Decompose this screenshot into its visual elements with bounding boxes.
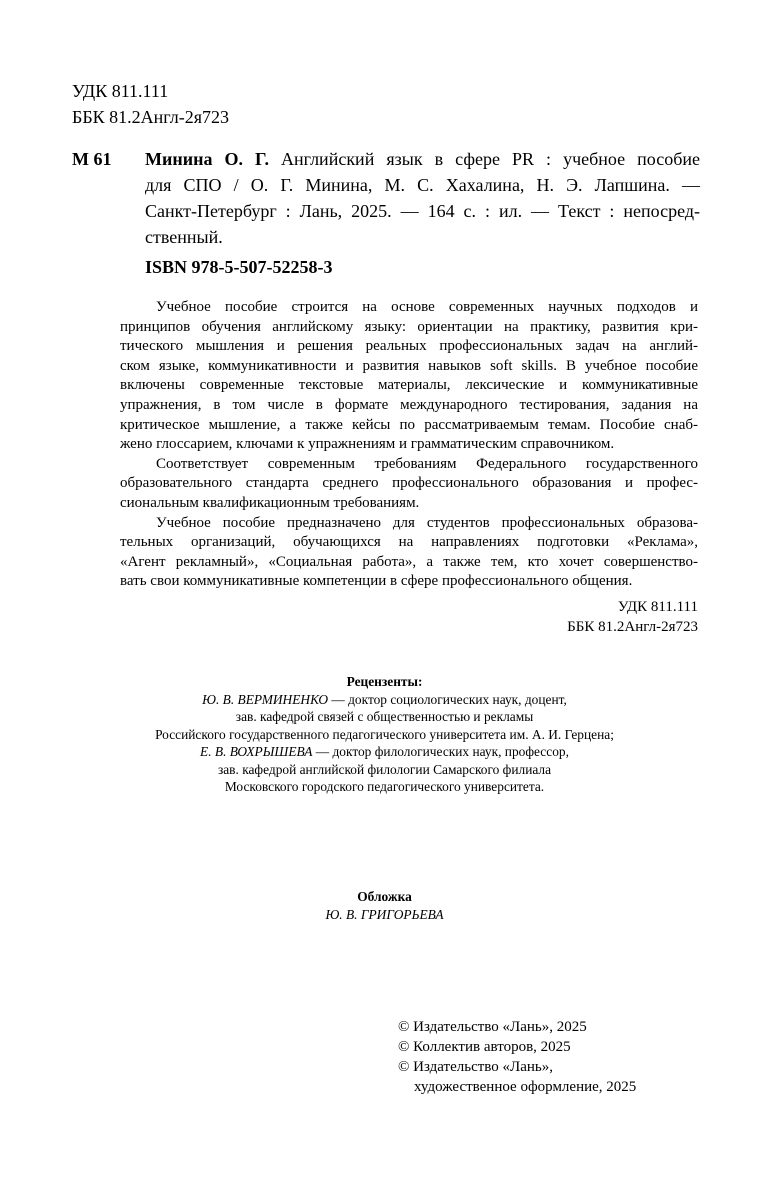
udk-code-bottom: УДК 811.111 [617,599,698,615]
annotation-line: тельных организаций, обучающихся на направлениях подготовки «Реклама», [120,534,698,551]
entry-line-3: Санкт-Петербург : Лань, 2025. — 164 с. : ил. — Текст : непосред- [145,201,700,221]
reviewer-2-name: Е. В. ВОХРЫШЕВА [200,744,313,759]
annotation-line: ском языке, коммуникативности и развития навыков soft skills. В учебное пособие [120,357,698,374]
annotation-line: принципов обучения английскому языку: ориентации на практику, развития кри- [120,318,698,335]
annotation-line: упражнения, в том числе в формате международного тестирования, задания на [120,396,698,413]
copyright-line-4: художественное оформление, 2025 [414,1079,637,1095]
copyright-line-2: © Коллектив авторов, 2025 [398,1039,571,1055]
copyright-line-3: © Издательство «Лань», [398,1059,553,1075]
annotation-line: «Агент рекламный», «Социальная работа», а также тем, кто хочет совершенство- [120,553,698,570]
annotation-line: Учебное пособие строится на основе современных научных подходов и [156,299,698,315]
cover-heading: Обложка [357,889,412,904]
title-text: Английский язык в сфере PR : учебное пособие [268,149,700,169]
annotation-line: Соответствует современным требованиям Федерального государственного [156,455,698,472]
annotation-line: включены современные текстовые материалы, лексические и коммуникативные [120,377,698,394]
bbk-code-bottom: ББК 81.2Англ-2я723 [567,619,698,635]
reviewer-1-line-1 [0,691,769,709]
classification-header [72,78,229,130]
cover-credit [0,888,769,923]
author-name: Минина О. Г. [145,149,269,169]
annotation-line: жено глоссарием, ключами к упражнениям и грамматическим справочником. [120,436,615,453]
reviewer-2-line-2: зав. кафедрой английской филологии Самарского филиала [217,761,552,777]
reviewer-1-line-2: зав. кафедрой связей с общественностью и рекламы [235,709,534,724]
annotation-line: образовательного стандарта среднего профессионального образования и профес- [120,475,698,492]
entry-line-2: для СПО / О. Г. Минина, М. С. Хахалина, Н. Э. Лапшина. — [145,175,700,195]
annotation [120,298,698,592]
author-mark: М 61 [72,149,112,169]
annotation-line: сиональным квалификационным требованиям. [120,494,420,511]
reviewer-1-line-3: Российского государственного педагогического университета им. А. И. Герцена; [155,726,614,742]
reviewer-2-credentials: — доктор филологических наук, профессор, [312,744,569,759]
entry-line-1 [145,146,700,172]
reviewer-1-credentials: — доктор социологических наук, доцент, [328,691,567,707]
reviewers-heading: Рецензенты: [346,674,423,689]
reviewer-2-line-1 [0,743,769,761]
cover-designer: Ю. В. ГРИГОРЬЕВА [325,906,444,922]
bibliographic-entry [72,146,700,250]
entry-line-4: ственный. [145,227,223,247]
copyright-line-1: © Издательство «Лань», 2025 [398,1019,587,1035]
reviewer-2-line-3: Московского городского педагогического университета. [224,779,545,794]
annotation-line: Учебное пособие предназначено для студентов профессиональных образова- [156,514,698,531]
annotation-line: тического мышления и решения реальных профессиональных задач на англий- [120,338,698,355]
udk-code: УДК 811.111 [72,81,169,101]
classification-footer [567,597,698,637]
annotation-line: вать свои коммуникативные компетенции в сфере профессионального общения. [120,573,633,590]
annotation-line: критическое мышление, а также кейсы по рассматриваемым темам. Пособие снаб- [120,416,698,433]
reviewer-1-name: Ю. В. ВЕРМИНЕНКО [202,691,329,707]
bbk-code: ББК 81.2Англ-2я723 [72,107,230,127]
bibliographic-description [145,146,700,250]
copyright-block [398,1017,636,1097]
isbn: ISBN 978-5-507-52258-3 [145,257,333,277]
reviewers-block [0,673,769,796]
